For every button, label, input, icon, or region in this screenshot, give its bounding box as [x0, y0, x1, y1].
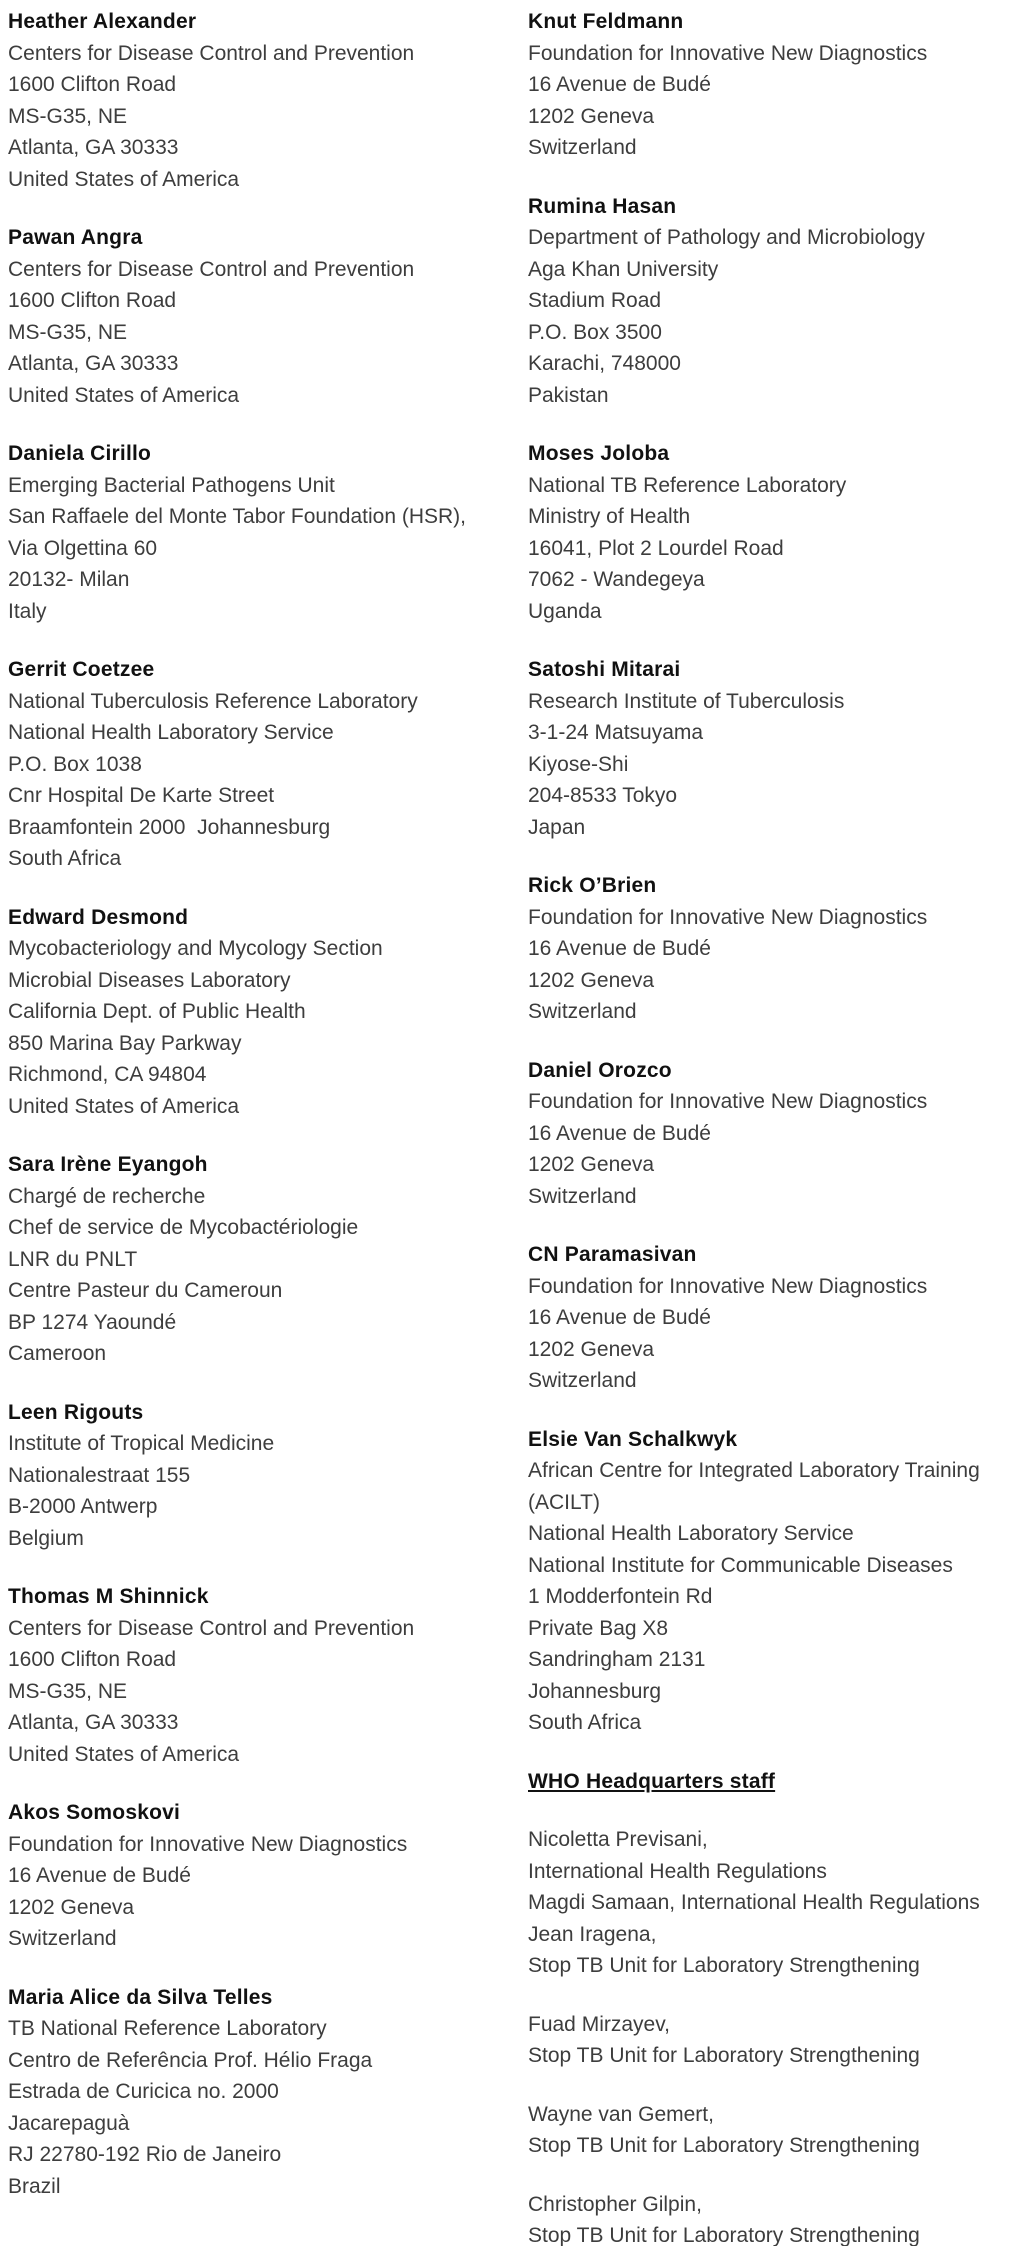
- address-line: South Africa: [528, 1711, 642, 1734]
- address-line: 16 Avenue de Budé: [528, 1121, 711, 1145]
- contact-name: Heather Alexander: [8, 10, 197, 33]
- address-line: Chef de service de Mycobactériologie: [8, 1216, 359, 1239]
- contact-name: Thomas M Shinnick: [8, 1585, 209, 1608]
- contact-entry: [528, 438, 1022, 627]
- contact-name: Rick O’Brien: [528, 874, 657, 897]
- staff-line: International Health Regulations: [528, 1859, 827, 1883]
- address-line: 204-8533 Tokyo: [528, 784, 678, 807]
- address-line: Ministry of Health: [528, 505, 691, 528]
- staff-line: Nicoletta Previsani,: [528, 1828, 708, 1851]
- address-line: 16 Avenue de Budé: [528, 937, 711, 960]
- address-line: 16 Avenue de Budé: [528, 1306, 711, 1329]
- address-line: United States of America: [8, 1094, 240, 1118]
- address-line: Foundation for Innovative New Diagnostics: [528, 905, 928, 929]
- address-line: United States of America: [8, 383, 240, 407]
- contact-name: Pawan Angra: [8, 226, 143, 249]
- address-line: Belgium: [8, 1526, 84, 1550]
- address-line: Atlanta, GA 30333: [8, 136, 179, 159]
- contact-entry: [528, 6, 1022, 164]
- staff-line: Fuad Mirzayev,: [528, 2012, 670, 2036]
- address-line: Braamfontein 2000 Johannesburg: [8, 815, 331, 839]
- address-line: Chargé de recherche: [8, 1184, 206, 1208]
- staff-line: Stop TB Unit for Laboratory Strengthening: [528, 2134, 920, 2157]
- contact-name: Daniela Cirillo: [8, 442, 152, 465]
- address-line: 1202 Geneva: [528, 104, 655, 128]
- address-line: Centers for Disease Control and Prevention: [8, 257, 415, 281]
- address-line: Private Bag X8: [528, 1616, 669, 1640]
- address-line: Centers for Disease Control and Prevention: [8, 1616, 415, 1640]
- contact-name: Sara Irène Eyangoh: [8, 1153, 208, 1176]
- address-line: Institute of Tropical Medicine: [8, 1432, 275, 1455]
- address-line: United States of America: [8, 1742, 240, 1766]
- staff-line: Stop TB Unit for Laboratory Strengthening: [528, 2044, 920, 2067]
- address-line: 16 Avenue de Budé: [8, 1864, 191, 1887]
- contact-name: Edward Desmond: [8, 905, 189, 929]
- address-line: Switzerland: [8, 1927, 117, 1950]
- address-line: Research Institute of Tuberculosis: [528, 689, 845, 713]
- contact-entry: [8, 6, 518, 195]
- address-line: 1600 Clifton Road: [8, 73, 177, 96]
- contact-entry: [528, 654, 1022, 843]
- address-line: Brazil: [8, 2174, 61, 2198]
- address-line: Foundation for Innovative New Diagnostics: [528, 1274, 928, 1298]
- address-line: National TB Reference Laboratory: [528, 473, 847, 497]
- contact-name: CN Paramasivan: [528, 1243, 697, 1266]
- contact-name: Knut Feldmann: [528, 10, 684, 33]
- address-line: Uganda: [528, 599, 602, 623]
- right-column: [528, 6, 1022, 2246]
- contact-entry: [528, 1239, 1022, 1397]
- contact-name: Maria Alice da Silva Telles: [8, 1985, 273, 2009]
- address-line: National Tuberculosis Reference Laboratory: [8, 689, 418, 713]
- address-line: 1600 Clifton Road: [8, 289, 177, 312]
- address-line: Department of Pathology and Microbiology: [528, 226, 925, 249]
- contact-entry: [528, 1055, 1022, 1213]
- contact-name: Elsie Van Schalkwyk: [528, 1427, 738, 1451]
- contact-name: Rumina Hasan: [528, 194, 677, 218]
- address-line: Switzerland: [528, 1369, 637, 1392]
- address-line: Cnr Hospital De Karte Street: [8, 784, 275, 807]
- staff-line: Wayne van Gemert,: [528, 2102, 714, 2126]
- staff-group: [528, 2189, 1022, 2246]
- contact-name: Leen Rigouts: [8, 1400, 144, 1424]
- address-line: 20132- Milan: [8, 568, 130, 591]
- address-line: MS-G35, NE: [8, 104, 128, 128]
- staff-group: [528, 2009, 1022, 2072]
- address-line: San Raffaele del Monte Tabor Foundation (HSR),: [8, 505, 466, 528]
- address-line: Jacarepaguà: [8, 2111, 130, 2135]
- contact-name: Gerrit Coetzee: [8, 658, 155, 681]
- address-line: Stadium Road: [528, 289, 662, 312]
- staff-line: Stop TB Unit for Laboratory Strengthening: [528, 1954, 920, 1977]
- address-line: Switzerland: [528, 1000, 637, 1023]
- section-heading: WHO Headquarters staff: [528, 1769, 776, 1793]
- contact-name: Daniel Orozco: [528, 1058, 672, 1082]
- address-line: Switzerland: [528, 136, 637, 159]
- address-line: Centro de Referência Prof. Hélio Fraga: [8, 2048, 373, 2072]
- address-line: 16041, Plot 2 Lourdel Road: [528, 536, 784, 560]
- address-line: Atlanta, GA 30333: [8, 1711, 179, 1734]
- contact-entry: [528, 870, 1022, 1028]
- address-line: Japan: [528, 815, 586, 839]
- left-column: [8, 6, 518, 2229]
- address-line: RJ 22780-192 Rio de Janeiro: [8, 2143, 282, 2166]
- address-line: Aga Khan University: [528, 257, 719, 281]
- staff-line: Magdi Samaan, International Health Regulations: [528, 1891, 980, 1914]
- contact-entry: [8, 438, 518, 627]
- staff-line: Christopher Gilpin,: [528, 2192, 702, 2216]
- address-line: 850 Marina Bay Parkway: [8, 1031, 242, 1055]
- address-line: Atlanta, GA 30333: [8, 352, 179, 375]
- address-line: 1202 Geneva: [8, 1895, 135, 1919]
- contact-entry: [8, 654, 518, 875]
- address-line: Cameroon: [8, 1342, 107, 1365]
- address-line: United States of America: [8, 167, 240, 191]
- address-line: South Africa: [8, 847, 122, 870]
- address-line: Nationalestraat 155: [8, 1463, 191, 1487]
- address-line: B-2000 Antwerp: [8, 1495, 158, 1518]
- address-line: 1600 Clifton Road: [8, 1648, 177, 1671]
- address-line: Mycobacteriology and Mycology Section: [8, 937, 383, 960]
- address-line: 1 Modderfontein Rd: [528, 1585, 713, 1608]
- staff-line: Jean Iragena,: [528, 1922, 657, 1946]
- address-line: Microbial Diseases Laboratory: [8, 968, 291, 992]
- contact-entry: [8, 1797, 518, 1955]
- address-line: 7062 - Wandegeya: [528, 568, 705, 591]
- address-line: Karachi, 748000: [528, 352, 681, 375]
- contact-entry: [8, 902, 518, 1123]
- address-line: P.O. Box 3500: [528, 320, 662, 344]
- address-line: (ACILT): [528, 1490, 600, 1514]
- address-line: Foundation for Innovative New Diagnostics: [528, 41, 928, 65]
- address-line: African Centre for Integrated Laboratory Training: [528, 1459, 980, 1482]
- address-line: 16 Avenue de Budé: [528, 73, 711, 96]
- address-line: Kiyose-Shi: [528, 752, 629, 776]
- address-line: LNR du PNLT: [8, 1247, 138, 1271]
- section-heading-entry: [528, 1766, 1022, 1798]
- address-line: Emerging Bacterial Pathogens Unit: [8, 473, 335, 497]
- contact-entry: [8, 222, 518, 411]
- address-line: Centers for Disease Control and Prevention: [8, 41, 415, 65]
- address-line: Pakistan: [528, 383, 609, 407]
- address-line: Via Olgettina 60: [8, 536, 158, 560]
- address-line: MS-G35, NE: [8, 1679, 128, 1703]
- address-line: Centre Pasteur du Cameroun: [8, 1279, 283, 1302]
- contact-entry: [8, 1982, 518, 2203]
- contact-name: Satoshi Mitarai: [528, 658, 681, 681]
- address-line: 1202 Geneva: [528, 968, 655, 992]
- address-line: Italy: [8, 599, 47, 623]
- staff-line: Stop TB Unit for Laboratory Strengthening: [528, 2224, 920, 2246]
- address-line: Switzerland: [528, 1184, 637, 1208]
- address-line: Richmond, CA 94804: [8, 1063, 207, 1086]
- address-line: 1202 Geneva: [528, 1153, 655, 1176]
- staff-group: [528, 2099, 1022, 2162]
- contact-entry: [528, 191, 1022, 412]
- contact-entry: [528, 1424, 1022, 1739]
- address-line: BP 1274 Yaoundé: [8, 1310, 177, 1334]
- staff-group: [528, 1824, 1022, 1982]
- address-line: Estrada de Curicica no. 2000: [8, 2080, 279, 2103]
- address-line: California Dept. of Public Health: [8, 1000, 306, 1023]
- address-line: Foundation for Innovative New Diagnostics: [8, 1832, 408, 1856]
- contact-name: Moses Joloba: [528, 442, 670, 465]
- address-line: 3-1-24 Matsuyama: [528, 721, 704, 744]
- address-line: Foundation for Innovative New Diagnostics: [528, 1090, 928, 1113]
- contact-entry: [8, 1397, 518, 1555]
- contact-name: Akos Somoskovi: [8, 1801, 181, 1824]
- address-line: National Health Laboratory Service: [528, 1522, 854, 1545]
- address-line: TB National Reference Laboratory: [8, 2017, 327, 2040]
- address-line: Johannesburg: [528, 1679, 662, 1703]
- contact-entry: [8, 1581, 518, 1770]
- address-line: Sandringham 2131: [528, 1648, 706, 1671]
- contact-entry: [8, 1149, 518, 1370]
- address-line: P.O. Box 1038: [8, 752, 142, 776]
- address-line: MS-G35, NE: [8, 320, 128, 344]
- address-line: National Health Laboratory Service: [8, 721, 334, 744]
- address-line: National Institute for Communicable Diseases: [528, 1553, 953, 1577]
- address-line: 1202 Geneva: [528, 1337, 655, 1361]
